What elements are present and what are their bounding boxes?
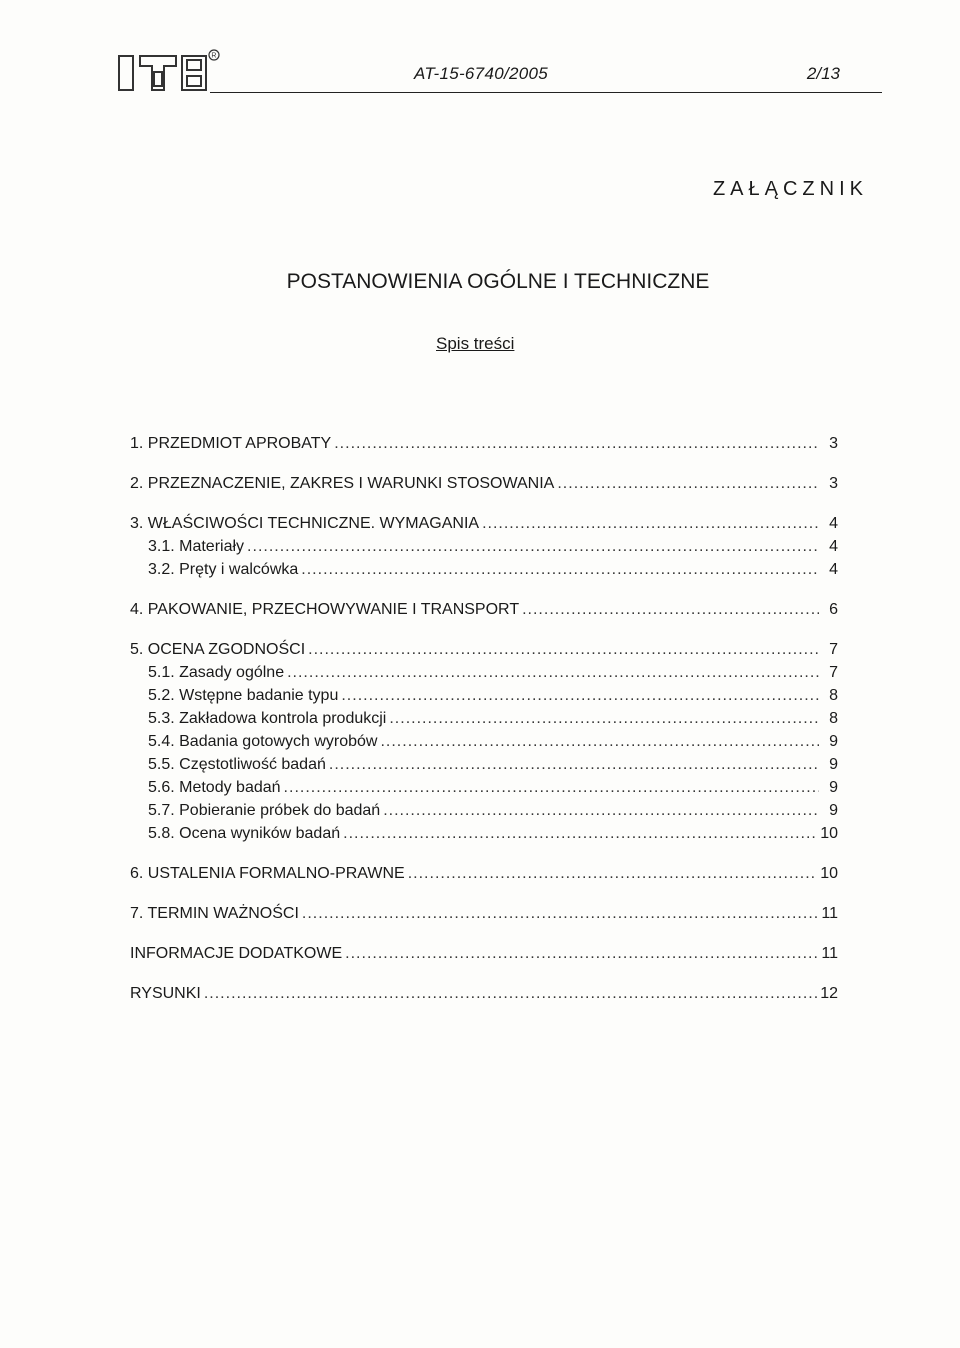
toc-entry-page: 4 [829,538,838,555]
toc-entry-title: 2. PRZEZNACZENIE, ZAKRES I WARUNKI STOSOWANIA [130,475,555,492]
toc-leader-dots [343,822,817,845]
toc-leader-dots [341,684,819,707]
toc-entry [130,558,838,581]
toc-leader-dots [308,638,819,661]
toc-entry-title: 3.2. Pręty i walcówka [148,561,299,578]
toc-entry [130,982,838,1005]
toc-entry-page: 11 [821,905,838,922]
toc-entry-page: 11 [821,945,838,962]
toc-entry-title: 5. OCENA ZGODNOŚCI [130,641,306,658]
main-title: POSTANOWIENIA OGÓLNE I TECHNICZNE [286,270,710,293]
toc-entry-title: 5.5. Częstotliwość badań [148,756,326,773]
toc-entry-title: 5.6. Metody badań [148,779,281,796]
toc-entry-title: RYSUNKI [130,985,201,1002]
toc-entry-title: 3.1. Materiały [148,538,245,555]
toc-entry-page: 7 [829,641,838,658]
toc-entry [130,799,838,822]
toc-leader-dots [329,753,819,776]
toc-entry [130,776,838,799]
toc-entry-title: INFORMACJE DODATKOWE [130,945,343,962]
annex-title: ZAŁĄCZNIK [712,178,868,200]
toc-entry [130,942,838,965]
toc-entry-page: 8 [829,687,838,704]
toc-title: Spis treści [436,334,515,353]
toc-entry-page: 6 [829,601,838,618]
toc-entry [130,684,838,707]
toc-entry-page: 9 [829,756,838,773]
toc-entry-page: 10 [820,825,838,842]
toc-entry-page: 12 [820,985,838,1002]
toc-leader-dots [301,558,819,581]
toc-entry-title: 5.1. Zasady ogólne [148,664,285,681]
toc-entry-title: 5.3. Zakładowa kontrola produkcji [148,710,387,727]
toc-entry-title: 5.4. Badania gotowych wyrobów [148,733,378,750]
toc-leader-dots [522,598,819,621]
toc-entry [130,902,838,925]
toc-entry [130,512,838,535]
toc-leader-dots [284,776,819,799]
toc-leader-dots [345,942,818,965]
table-of-contents [130,432,838,1005]
toc-leader-dots [247,535,819,558]
toc-leader-dots [204,982,817,1005]
toc-entry-page: 10 [820,865,838,882]
toc-entry [130,730,838,753]
toc-leader-dots [383,799,819,822]
svg-text:R: R [211,52,217,60]
toc-entry [130,638,838,661]
toc-entry-page: 9 [829,779,838,796]
toc-entry [130,707,838,730]
toc-leader-dots [557,472,819,495]
toc-entry [130,535,838,558]
toc-entry [130,753,838,776]
toc-leader-dots [334,432,819,455]
header-divider [210,92,882,93]
toc-entry-title: 5.7. Pobieranie próbek do badań [148,802,381,819]
toc-leader-dots [380,730,819,753]
toc-entry-title: 5.8. Ocena wyników badań [148,825,341,842]
document-number: AT-15-6740/2005 [414,64,548,83]
toc-entry-title: 4. PAKOWANIE, PRZECHOWYWANIE I TRANSPORT [130,601,520,618]
toc-entry-title: 3. WŁAŚCIWOŚCI TECHNICZNE. WYMAGANIA [130,515,480,532]
toc-entry-page: 4 [829,515,838,532]
toc-entry-page: 8 [829,710,838,727]
itb-logo-icon [118,48,220,92]
toc-entry-page: 4 [829,561,838,578]
toc-entry-page: 9 [829,802,838,819]
toc-entry-title: 5.2. Wstępne badanie typu [148,687,339,704]
toc-entry-page: 3 [829,435,838,452]
toc-entry [130,598,838,621]
page-header [118,42,880,92]
toc-entry-title: 6. USTALENIA FORMALNO-PRAWNE [130,865,405,882]
toc-entry-title: 1. PRZEDMIOT APROBATY [130,435,332,452]
toc-leader-dots [408,862,817,885]
toc-entry [130,822,838,845]
toc-entry-page: 9 [829,733,838,750]
toc-entry [130,862,838,885]
toc-leader-dots [302,902,818,925]
toc-entry [130,472,838,495]
toc-leader-dots [287,661,819,684]
toc-leader-dots [389,707,819,730]
toc-entry [130,432,838,455]
toc-entry-page: 7 [829,664,838,681]
toc-entry-title: 7. TERMIN WAŻNOŚCI [130,905,299,922]
toc-leader-dots [482,512,819,535]
toc-entry-page: 3 [829,475,838,492]
page-number: 2/13 [806,64,840,83]
toc-entry [130,661,838,684]
